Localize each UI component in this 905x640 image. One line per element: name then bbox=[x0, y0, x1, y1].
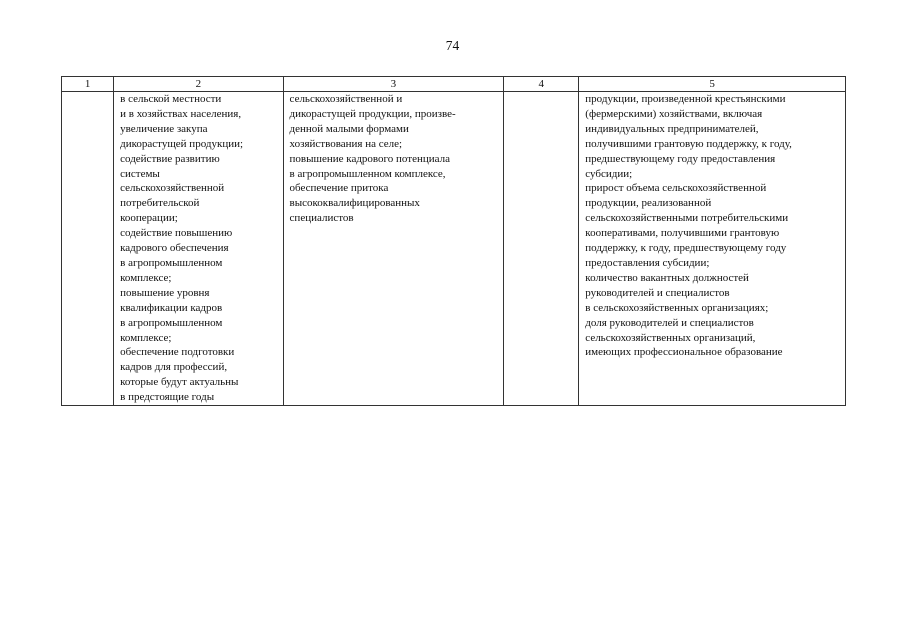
cell-text-line: прирост объема сельскохозяйственной bbox=[585, 182, 767, 195]
cell-text-line: хозяйствования на селе; bbox=[289, 137, 403, 150]
cell-text-line: в агропромышленном комплексе, bbox=[289, 167, 446, 180]
cell-text-line: кадров для профессий, bbox=[120, 361, 228, 374]
cell-text-line: предшествующему году предоставления bbox=[585, 152, 776, 165]
cell-text-line: в предстоящие годы bbox=[120, 391, 215, 404]
cell-text-line: комплексе; bbox=[120, 331, 172, 344]
cell-text-line: предоставления субсидии; bbox=[585, 256, 710, 269]
cell-col-4 bbox=[504, 92, 579, 406]
page-number: 74 bbox=[445, 38, 460, 53]
cell-text-line: дикорастущей продукции, произве- bbox=[289, 107, 456, 120]
cell-text-line: продукции, реализованной bbox=[585, 197, 712, 210]
cell-text-line: индивидуальных предпринимателей, bbox=[585, 122, 759, 135]
cell-text-line: в агропромышленном bbox=[120, 256, 223, 269]
cell-text-line: потребительской bbox=[120, 197, 200, 210]
cell-text-line: в сельской местности bbox=[120, 93, 222, 105]
cell-text-line: системы bbox=[120, 167, 160, 180]
cell-text-line: руководителей и специалистов bbox=[585, 286, 730, 299]
cell-text-line: высококвалифицированных bbox=[289, 197, 420, 210]
cell-text-line: содействие развитию bbox=[120, 152, 220, 165]
cell-col-3 bbox=[283, 92, 504, 406]
cell-text-line: в сельскохозяйственных организациях; bbox=[585, 301, 769, 314]
cell-text-line: субсидии; bbox=[585, 167, 633, 180]
column-header-1: 1 bbox=[62, 77, 114, 92]
cell-text-line: сельскохозяйственной bbox=[120, 182, 225, 195]
cell-text-line: и в хозяйствах населения, bbox=[120, 107, 242, 120]
cell-text-line: кадрового обеспечения bbox=[120, 242, 229, 255]
cell-text-line: обеспечение притока bbox=[289, 182, 389, 195]
column-header-5: 5 bbox=[579, 77, 846, 92]
cell-col-5 bbox=[579, 92, 846, 406]
cell-text-line: повышение уровня bbox=[120, 286, 210, 299]
cell-col-2 bbox=[114, 92, 283, 406]
cell-text-line: увеличение закупа bbox=[120, 122, 208, 135]
cell-text-line: обеспечение подготовки bbox=[120, 346, 235, 359]
cell-text-line: (фермерскими) хозяйствами, включая bbox=[585, 107, 763, 120]
cell-text-line: дикорастущей продукции; bbox=[120, 137, 244, 150]
document-table bbox=[61, 76, 846, 406]
cell-text-line: кооперации; bbox=[120, 212, 178, 225]
cell-text-line: квалификации кадров bbox=[120, 301, 223, 314]
cell-text-line: доля руководителей и специалистов bbox=[585, 316, 754, 329]
cell-text-line: комплексе; bbox=[120, 271, 172, 284]
table-row bbox=[62, 92, 846, 406]
cell-text-line: содействие повышению bbox=[120, 227, 233, 240]
cell-text-line: продукции, произведенной крестьянскими bbox=[585, 93, 786, 105]
cell-text-line: повышение кадрового потенциала bbox=[289, 152, 450, 165]
cell-text-line: в агропромышленном bbox=[120, 316, 223, 329]
table-header-row bbox=[62, 77, 846, 92]
cell-text-line: сельскохозяйственными потребительскими bbox=[585, 212, 789, 225]
cell-text-line: получившими грантовую поддержку, к году, bbox=[585, 137, 792, 150]
cell-col-1 bbox=[62, 92, 114, 406]
cell-text-line: кооперативами, получившими грантовую bbox=[585, 227, 780, 240]
column-header-3: 3 bbox=[283, 77, 504, 92]
cell-text-line: которые будут актуальны bbox=[120, 376, 239, 389]
cell-text-line: имеющих профессиональное образование bbox=[585, 346, 783, 359]
column-header-2: 2 bbox=[114, 77, 283, 92]
column-header-4: 4 bbox=[504, 77, 579, 92]
cell-text-line: количество вакантных должностей bbox=[585, 271, 749, 284]
cell-text-line: сельскохозяйственных организаций, bbox=[585, 331, 756, 344]
cell-text-line: поддержку, к году, предшествующему году bbox=[585, 242, 787, 255]
cell-text-line: специалистов bbox=[289, 212, 354, 225]
cell-text-line: денной малыми формами bbox=[289, 122, 409, 135]
cell-text-line: сельскохозяйственной и bbox=[289, 93, 403, 105]
